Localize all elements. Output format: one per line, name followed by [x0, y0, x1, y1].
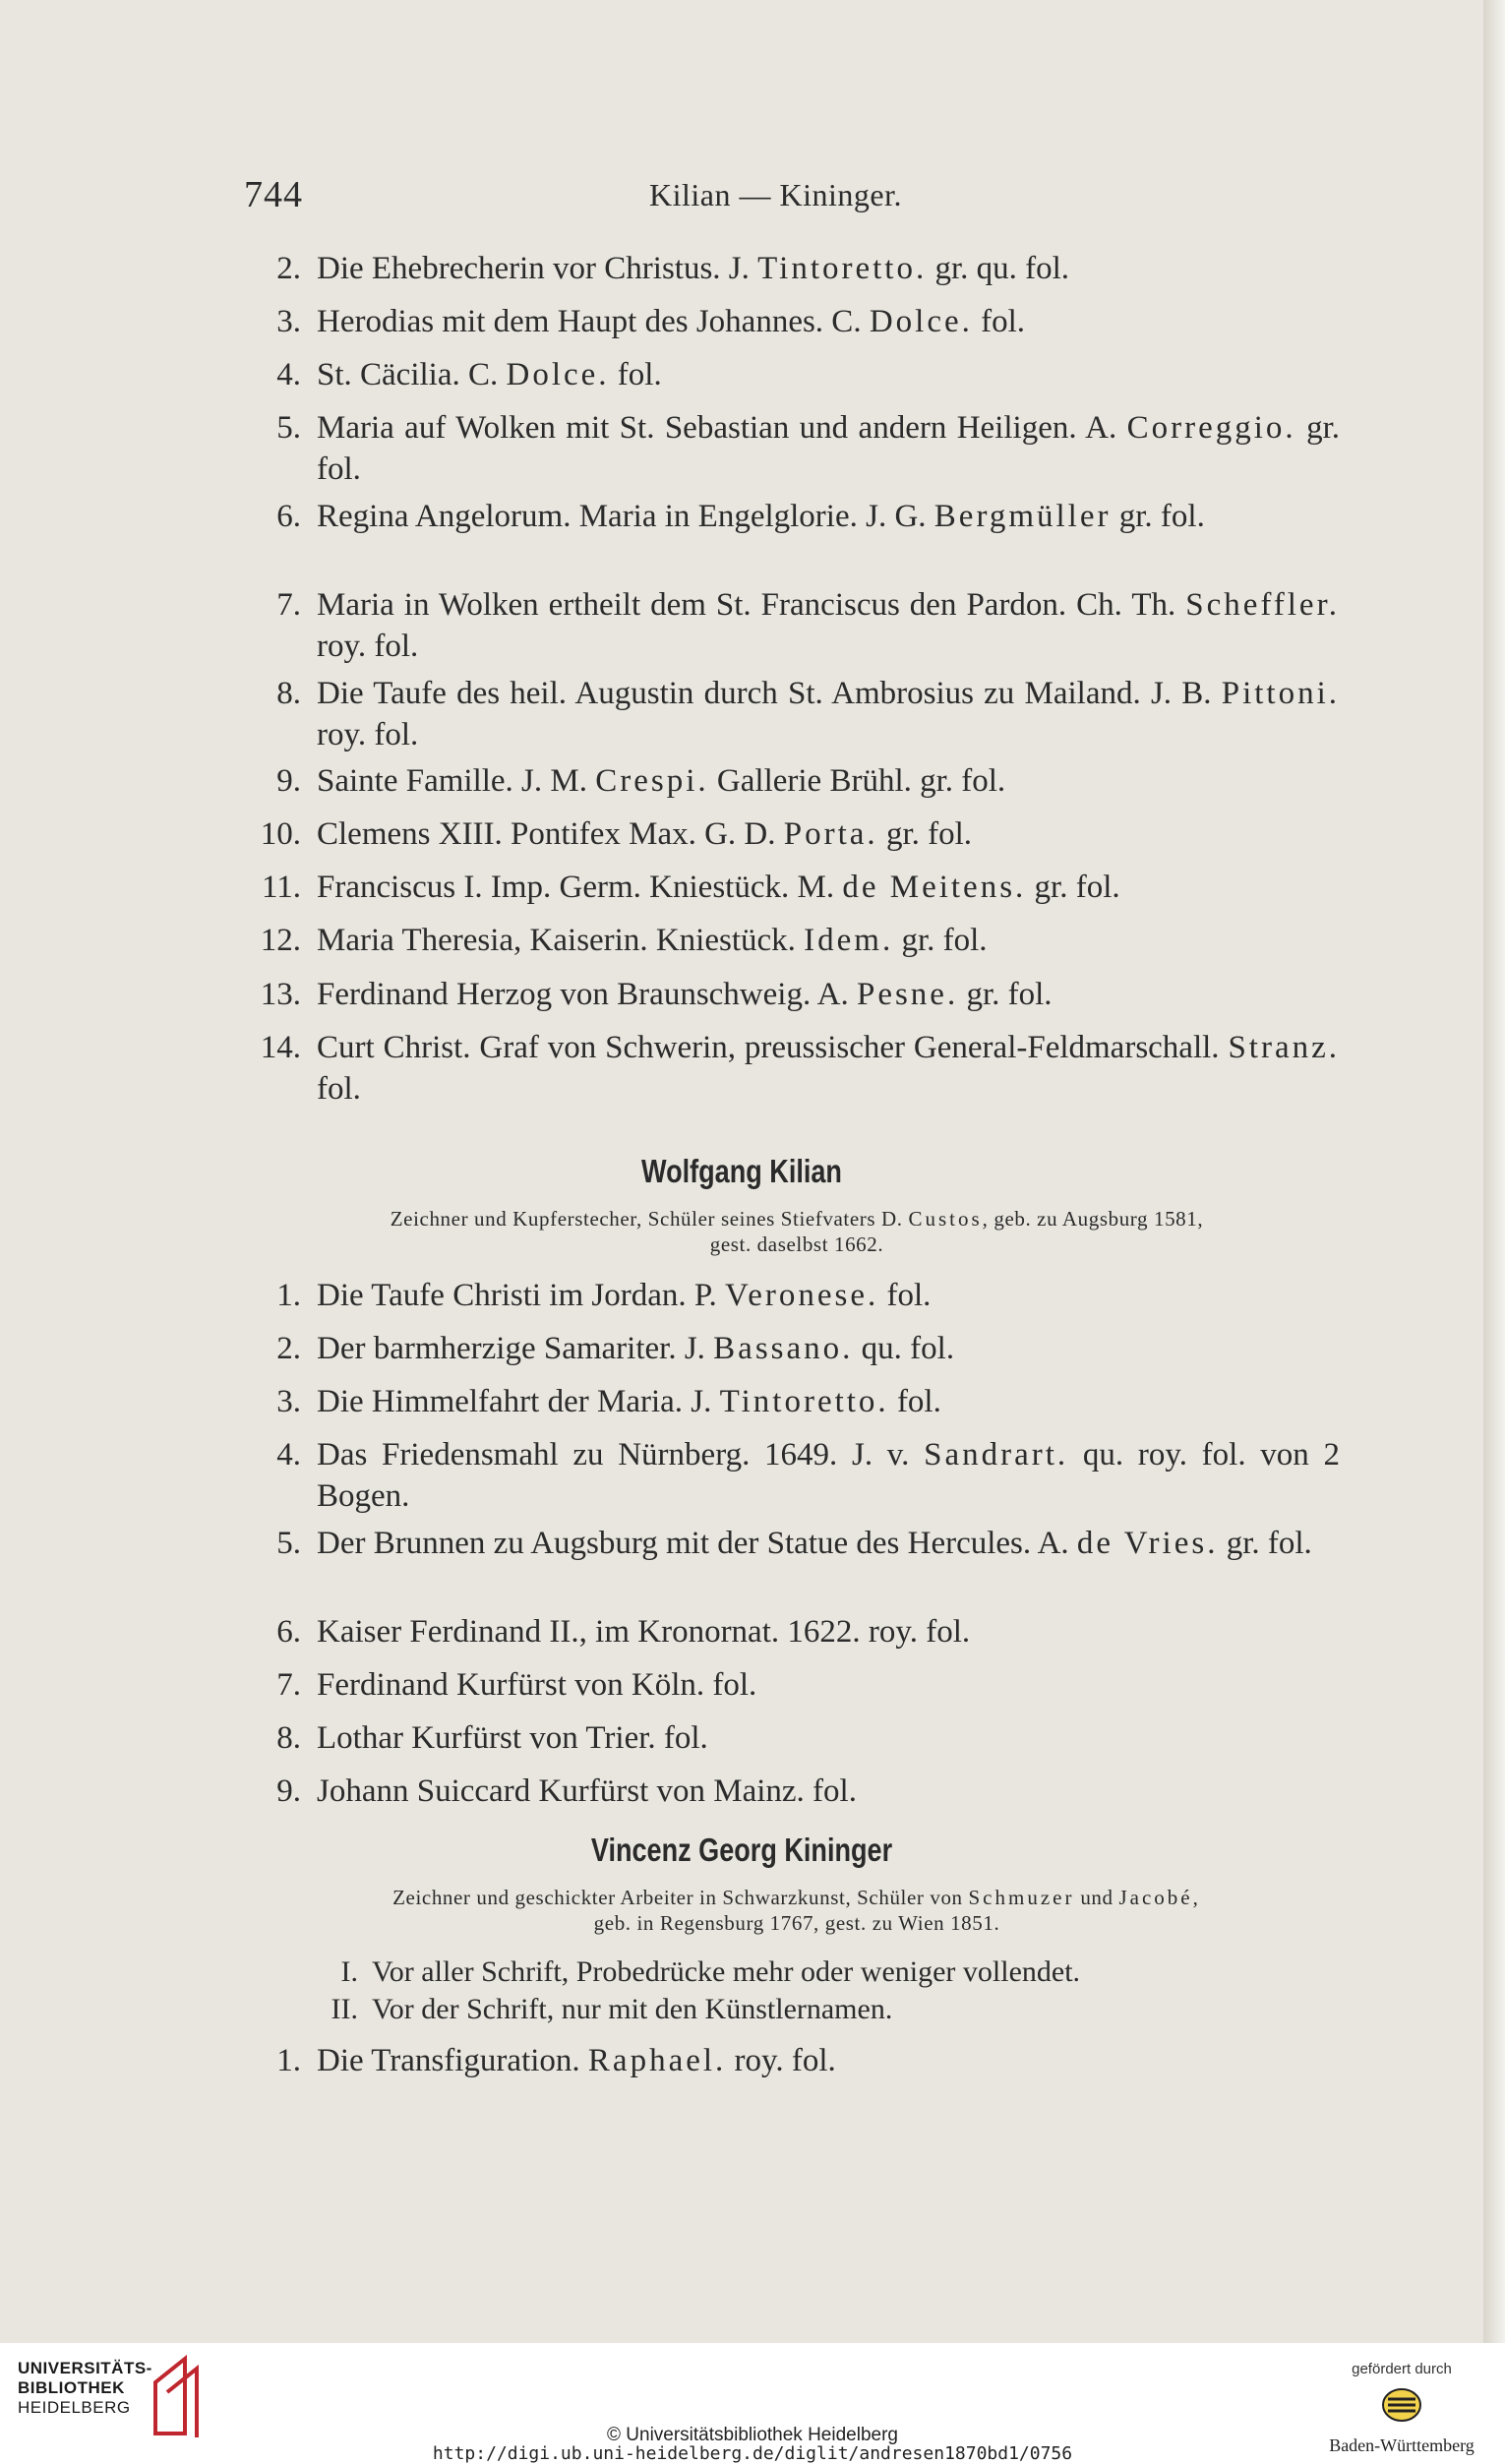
entry-number: 5. — [276, 1526, 301, 1561]
entry-text: St. Cäcilia. C. Dolce. fol. — [317, 357, 662, 392]
entry-number: 7. — [276, 587, 301, 623]
entry-text: Franciscus I. Imp. Germ. Kniestück. M. de Meitens. gr. fol. — [317, 870, 1120, 905]
entry-text: Curt Christ. Graf von Schwerin, preussischer General-Feldmarschall. Stranz. fol. — [317, 1030, 1340, 1107]
entry-number: 8. — [276, 676, 301, 711]
entry-number: 6. — [276, 1614, 301, 1650]
entry-number: 2. — [276, 251, 301, 286]
library-name-line1: UNIVERSITÄTS- — [18, 2359, 152, 2377]
artist-bio-wolfgang-kilian: Zeichner und Kupferstecher, Schüler seines Stiefvaters D. Custos, geb. zu Augsburg 1581, gest. daselbst 1662. — [390, 1207, 1204, 1256]
entry-number: 9. — [276, 763, 301, 799]
artist-heading-vincenz-kininger: Vincenz Georg Kininger — [590, 1832, 893, 1868]
entry-text: Johann Suiccard Kurfürst von Mainz. fol. — [317, 1773, 857, 1809]
entry-text: Lothar Kurfürst von Trier. fol. — [317, 1720, 708, 1756]
state-list — [325, 1953, 1308, 2028]
entry-text: Das Friedensmahl zu Nürnberg. 1649. J. v. Sandrart. qu. roy. fol. von 2 Bogen. — [317, 1437, 1340, 1514]
page-edge — [1483, 0, 1505, 2343]
entry-number: 11. — [261, 870, 301, 905]
entry-number: 1. — [276, 1278, 301, 1313]
page-header — [0, 173, 1483, 222]
library-name-line3: HEIDELBERG — [18, 2398, 131, 2417]
entry-text: Kaiser Ferdinand II., im Kronornat. 1622. roy. fol. — [317, 1614, 971, 1650]
entry-text: Die Himmelfahrt der Maria. J. Tintoretto. fol. — [317, 1384, 941, 1419]
sponsor-label: gefördert durch — [1352, 2361, 1452, 2377]
running-head: Kilian — Kininger. — [649, 177, 902, 212]
entry-number: 10. — [260, 816, 301, 852]
entry-number: 1. — [276, 2043, 301, 2078]
copyright-notice: © Universitätsbibliothek Heidelberg — [607, 2425, 898, 2445]
entry-text: Maria in Wolken ertheilt dem St. Franciscus den Pardon. Ch. Th. Scheffler. roy. fol. — [317, 587, 1340, 664]
entry-text: Sainte Famille. J. M. Crespi. Gallerie Brühl. gr. fol. — [317, 763, 1006, 799]
entry-text: Regina Angelorum. Maria in Engelglorie. J. G. Bergmüller gr. fol. — [317, 499, 1205, 534]
permalink[interactable]: http://digi.ub.uni-heidelberg.de/diglit/andresen1870bd1/0756 — [432, 2443, 1073, 2464]
entry-text: Die Taufe des heil. Augustin durch St. Ambrosius zu Mailand. J. B. Pittoni. roy. fol. — [317, 676, 1340, 752]
artist-heading-wolfgang-kilian: Wolfgang Kilian — [641, 1153, 842, 1189]
page-number: 744 — [244, 174, 303, 215]
entry-number: 4. — [276, 357, 301, 392]
artist-bio-vincenz-kininger: Zeichner und geschickter Arbeiter in Schwarzkunst, Schüler von Schmuzer und Jacobé, geb. in Regensburg 1767, gest. zu Wien 1851. — [392, 1886, 1201, 1935]
entry-text: Maria auf Wolken mit St. Sebastian und andern Heiligen. A. Correggio. gr. fol. — [317, 410, 1340, 487]
entry-text: Die Ehebrecherin vor Christus. J. Tintoretto. gr. qu. fol. — [317, 251, 1070, 286]
sponsor-state: Baden-Württemberg — [1329, 2435, 1475, 2455]
entry-number: 13. — [260, 977, 301, 1012]
entry-text: Der Brunnen zu Augsburg mit der Statue des Hercules. A. de Vries. gr. fol. — [317, 1526, 1312, 1561]
entry-number: 8. — [276, 1720, 301, 1756]
entry-text: Die Transfiguration. Raphael. roy. fol. — [317, 2043, 836, 2078]
state-arms-icon — [1380, 2383, 1423, 2427]
entry-text: Die Taufe Christi im Jordan. P. Veronese. fol. — [317, 1278, 932, 1313]
library-name-line2: BIBLIOTHEK — [18, 2378, 125, 2397]
state-item: II. Vor der Schrift, nur mit den Künstlernamen. — [331, 1993, 893, 2025]
entry-number: 4. — [276, 1437, 301, 1472]
entry-text: Der barmherzige Samariter. J. Bassano. qu. fol. — [317, 1331, 955, 1366]
state-item: I. Vor aller Schrift, Probedrücke mehr oder weniger vollendet. — [340, 1955, 1081, 1988]
entry-number: 9. — [276, 1773, 301, 1809]
sponsor-block — [1308, 2361, 1495, 2456]
entry-number: 6. — [276, 499, 301, 534]
entry-text: Ferdinand Kurfürst von Köln. fol. — [317, 1667, 757, 1703]
entry-text: Clemens XIII. Pontifex Max. G. D. Porta. gr. fol. — [317, 816, 973, 852]
entry-number: 5. — [276, 410, 301, 446]
entry-number: 3. — [276, 1384, 301, 1419]
entry-number: 7. — [276, 1667, 301, 1703]
entry-number: 3. — [276, 304, 301, 339]
entry-text: Maria Theresia, Kaiserin. Kniestück. Idem. gr. fol. — [317, 923, 988, 958]
entry-number: 12. — [260, 923, 301, 958]
entry-text: Ferdinand Herzog von Braunschweig. A. Pesne. gr. fol. — [317, 977, 1053, 1012]
entry-number: 2. — [276, 1331, 301, 1366]
entry-text: Herodias mit dem Haupt des Johannes. C. Dolce. fol. — [317, 304, 1026, 339]
entry-number: 14. — [260, 1030, 301, 1065]
